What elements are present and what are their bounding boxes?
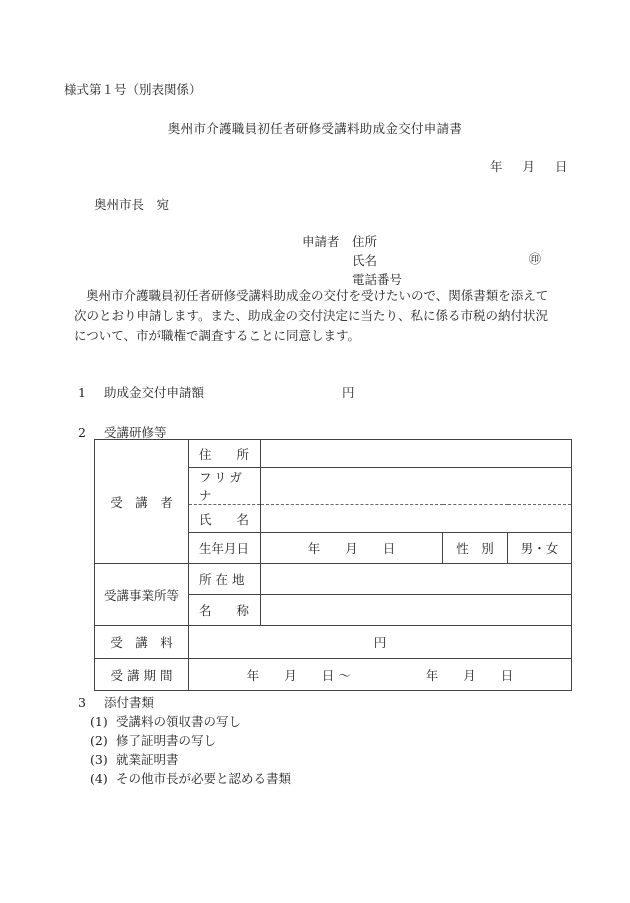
- page-title: 奥州市介護職員初任者研修受講料助成金交付申請書: [167, 121, 463, 136]
- trainee-label: 受 講 者: [95, 440, 189, 564]
- trainee-address-label: 住 所: [189, 440, 261, 468]
- attachment-item: [90, 712, 241, 731]
- trainee-address-field[interactable]: [261, 440, 572, 468]
- birthdate-label: 生年月日: [189, 533, 261, 564]
- attachment-text: 修了証明書の写し: [115, 733, 216, 748]
- form-number-label: 様式第１号（別表関係）: [64, 82, 202, 97]
- applicant-phone-label: 電話番号: [352, 272, 403, 287]
- fee-label: 受 講 料: [95, 626, 189, 659]
- period-field[interactable]: 年 月 日 ～ 年 月 日: [189, 659, 572, 691]
- application-statement: 奥州市介護職員初任者研修受講料助成金の交付を受けたいので、関係書類を添えて次のとおり申請します。また、助成金の交付決定に当たり、私に係る市税の納付状況について、市が職権で調査することに同意します。: [74, 288, 549, 343]
- attachment-num: (3): [90, 752, 108, 767]
- fee-field[interactable]: 円: [189, 626, 572, 659]
- attachment-text: その他市長が必要と認める書類: [115, 771, 291, 786]
- section-1-label: 助成金交付申請額: [103, 385, 204, 400]
- furigana-label: フリガナ: [189, 468, 261, 505]
- date-day: 日: [555, 159, 568, 174]
- trainee-name-label: 氏 名: [189, 505, 261, 533]
- applicant-block: [302, 232, 402, 289]
- office-name-label: 名 称: [189, 595, 261, 626]
- attachment-item: [90, 769, 291, 788]
- furigana-field[interactable]: [261, 468, 572, 505]
- office-label: 受講事業所等: [95, 564, 189, 626]
- office-name-field[interactable]: [261, 595, 572, 626]
- section-3-number: 3: [78, 695, 86, 710]
- attachment-item: [90, 731, 216, 750]
- section-1: [78, 383, 355, 401]
- section-3: [78, 693, 154, 711]
- gender-field[interactable]: 男・女: [508, 533, 572, 564]
- date-year: 年: [490, 159, 503, 174]
- attachment-num: (2): [90, 733, 108, 748]
- attachment-text: 受講料の領収書の写し: [115, 714, 241, 729]
- trainee-name-field[interactable]: [261, 505, 572, 533]
- attachment-item: [90, 750, 179, 769]
- addressee: 奥州市長 宛: [94, 197, 170, 212]
- section-3-label: 添付書類: [103, 695, 154, 710]
- attachment-num: (4): [90, 771, 108, 786]
- office-location-label: 所 在 地: [189, 564, 261, 595]
- applicant-role: 申請者: [302, 234, 340, 249]
- section-2-label: 受講研修等: [103, 425, 167, 440]
- gender-label: 性 別: [443, 533, 508, 564]
- date-month: 月: [522, 159, 536, 174]
- applicant-address-label: 住所: [352, 234, 378, 249]
- training-table: [94, 439, 572, 691]
- applicant-name-label: 氏名: [352, 253, 378, 268]
- birthdate-field[interactable]: 年 月 日: [261, 533, 443, 564]
- section-1-unit: 円: [342, 385, 355, 400]
- office-location-field[interactable]: [261, 564, 572, 595]
- attachment-num: (1): [90, 714, 108, 729]
- attachment-text: 就業証明書: [115, 752, 179, 767]
- seal-mark: ㊞: [529, 252, 542, 266]
- section-2-number: 2: [78, 425, 86, 440]
- period-label: 受 講 期 間: [95, 659, 189, 691]
- section-1-number: 1: [78, 385, 86, 400]
- date-line: [490, 157, 568, 175]
